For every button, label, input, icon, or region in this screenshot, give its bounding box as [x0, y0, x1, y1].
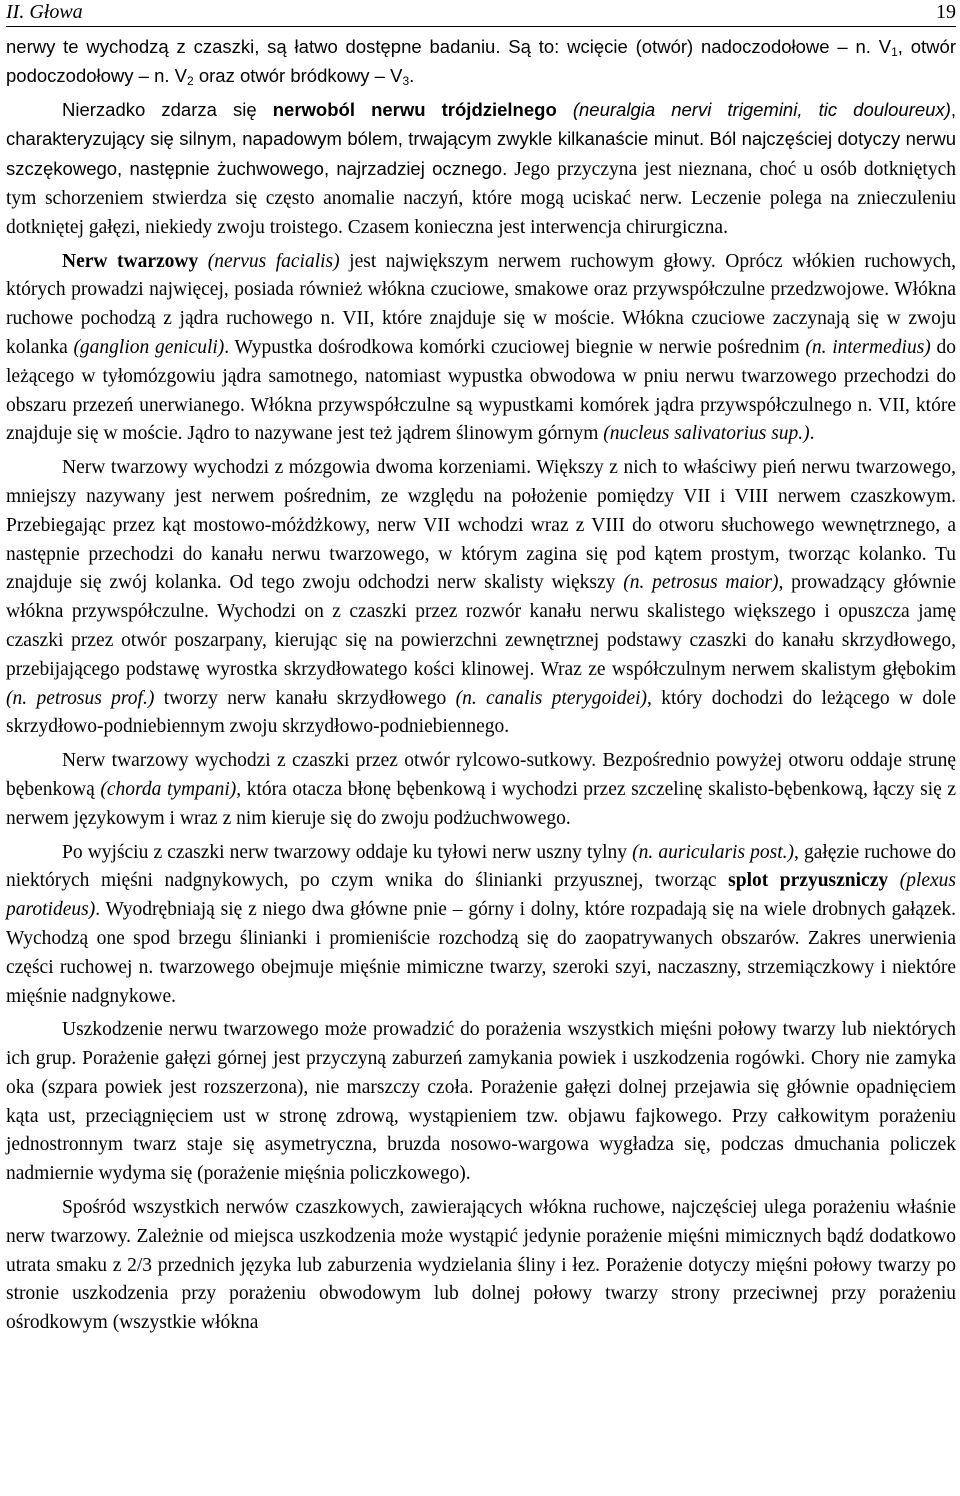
body-text [6, 33, 956, 1338]
text-run: Po wyjściu z czaszki nerw twarzowy oddaje ku tyłowi nerw uszny tylny [62, 841, 633, 863]
text-run: , otwór podoczodołowy – n. V [6, 36, 956, 86]
text-run: , gałęzie ruchowe do niektórych mięśni nadgnykowych, po czym wnika do ślinianki przyusznej, tworząc [6, 841, 957, 892]
latin-term: (n. petrosus prof.) [6, 687, 155, 709]
latin-term: (nucleus salivatorius sup.) [603, 423, 810, 445]
text-run: . Wyodrębniają się z niego dwa główne pnie – górny i dolny, które rozpadają się na wiele drobnych gałązek. Wychodzą one spod brzegu ślinianki i promieniście rozchodzą się do zaopatrywanych obszarów. Zakres unerwienia części ruchowej n. twarzowego obejmuje mięśnie mimiczne twarzy, szeroki szyi, naczaszny, strzemiączkowy i niektóre mięśnie nadgnykowe. [6, 899, 956, 1007]
text-run: Jego przyczyna jest nieznana, choć u osób dotkniętych tym schorzeniem stwierdza się często anomalie naczyń, które mogą uciskać nerw. Leczenie polega na znieczuleniu dotkniętej gałęzi, niekiedy zwoju troistego. Czasem konieczna jest interwencja chirurgiczna. [6, 159, 956, 238]
latin-term: (n. canalis pterygoidei) [455, 687, 648, 709]
text-run: Spośród wszystkich nerwów czaszkowych, zawierających włókna ruchowe, najczęściej ulega porażeniu właśnie nerw twarzowy. Zależnie od miejsca uszkodzenia może wystąpić jedynie porażenie mięśni mimicznych bądź dodatkowo utrata smaku z 2/3 przednich języka lub zaburzenia wydzielania śliny i łez. Porażenie dotyczy mięśni połowy twarzy po stronie uszkodzenia przy porażeniu obwodowym lub dolnej połowy twarzy strony przeciwnej przy porażeniu ośrodkowym (wszystkie włókna [6, 1197, 956, 1334]
running-header [6, 0, 956, 27]
text-run: , która otacza błonę bębenkową i wychodzi przez szczelinę skalisto-bębenkową, łączy się z nerwem językowym i wraz z nim kieruje się do zwoju podżuchwowego. [6, 778, 956, 829]
text-run: , charakteryzujący się silnym, napadowym bólem, trwającym zwykle kilkanaście minut. Ból najczęściej dotyczy nerwu szczękowego, następnie żuchwowego, najrzadziej ocznego. [6, 98, 957, 180]
paragraph-2 [6, 96, 956, 243]
paragraph-7 [6, 1016, 956, 1189]
text-run: jest największym nerwem ruchowym głowy. Oprócz włókien ruchowych, których prowadzi najwięcej, posiada również włókna czuciowe, smakowe oraz przywspółczulne przedzwojowe. Włókna ruchowe pochodzą z jądra ruchowego n. VII, które znajduje się w moście. Włókna czuciowe zaczynają się w zwoju kolanka [6, 250, 957, 358]
latin-term: (nervus facialis) [207, 250, 340, 272]
subscript: 2 [187, 73, 194, 88]
latin-term: (plexus parotideus) [6, 870, 957, 921]
latin-term: (n. petrosus maior) [623, 572, 779, 594]
term-bold: nerwoból nerwu trójdzielnego [272, 98, 557, 120]
text-run: tworzy nerw kanału skrzydłowego [154, 687, 456, 709]
text-run: , prowadzący głównie włókna przywspółczulne. Wychodzi on z czaszki przez rozwór kanału nerwu skalistego większego i opuszcza jamę czaszki przez otwór poszarpany, kierując się na powierzchni zewnętrznej podstawy czaszki do kanału skrzydłowego, przebijającego podstawę wyrostka skrzydłowatego kości klinowej. Wraz ze współczulnym nerwem skalistym głębokim [6, 572, 956, 680]
subscript: 1 [891, 45, 898, 59]
term-bold: Nerw twarzowy [62, 250, 199, 272]
text-run: , który dochodzi do leżącego w dole skrzydłowo-podniebiennym zwoju skrzydłowo-podniebiennego. [6, 687, 957, 738]
term-bold: splot przyuszniczy [728, 870, 889, 892]
text-run: . [409, 64, 415, 86]
text-run [888, 870, 900, 891]
text-run: Uszkodzenie nerwu twarzowego może prowadzić do porażenia wszystkich mięśni połowy twarzy lub niektórych ich grup. Porażenie gałęzi górnej jest przyczyną zaburzeń zamykania powiek i uszkodzenia rogówki. Chory nie zamyka oka (szpara powiek jest rozszerzona), nie marszczy czoła. Porażenie gałęzi dolnej przejawia się głównie opadnięciem kąta ust, przeciągnięciem ust w stronę zdrową, wystąpieniem tzw. objawu fajkowego. Przy całkowitym porażeniu jednostronnym twarz staje się asymetryczna, bruzda nosowo-wargowa wygładza się, podczas dmuchania policzek nadmiernie wydyma się (porażenie mięśnia policzkowego). [6, 1019, 956, 1185]
paragraph-1 [6, 33, 956, 91]
text-run: . Wypustka dośrodkowa komórki czuciowej biegnie w nerwie pośrednim [224, 336, 806, 358]
text-run: do leżącego w tyłomózgowiu jądra samotnego, natomiast wypustka obwodowa w pniu nerwu twarzowego przechodzi do obszaru przezeń unerwianego. Włókna przywspółczulne są wypustkami komórek jądra przywspółczulnego n. VII, które znajduje się w moście. Jądro to nazywane jest też jądrem ślinowym górnym [6, 336, 957, 445]
text-run: Nerw twarzowy wychodzi z mózgowia dwoma korzeniami. Większy z nich to właściwy pień nerwu twarzowego, mniejszy nazywany jest nerwem pośrednim, ze względu na położenie pomiędzy VII i VIII nerwem czaszkowym. Przebiegając przez kąt mostowo-móżdżkowy, nerw VII wchodzi wraz z VIII do otworu słuchowego wewnętrznego, a następnie przechodzi do kanału nerwu twarzowego, w którym zagina się pod kątem prostym, tworząc kolanko. Tu znajduje się zwój kolanka. Od tego zwoju odchodzi nerw skalisty większy [6, 457, 956, 594]
chapter-title: II. Głowa [6, 1, 83, 23]
text-run: Nerw twarzowy wychodzi z czaszki przez otwór rylcowo-sutkowy. Bezpośrednio powyżej otworu oddaje strunę bębenkową [6, 750, 956, 800]
paragraph-6 [6, 839, 956, 1012]
document-page [6, 0, 956, 1343]
text-run: . [809, 423, 815, 445]
latin-term: (n. intermedius) [805, 336, 931, 358]
paragraph-3 [6, 248, 956, 450]
latin-term: (neuralgia nervi trigemini, tic douloureux) [572, 98, 951, 120]
page-number: 19 [936, 1, 956, 23]
text-run [198, 251, 208, 272]
text-run [557, 99, 573, 120]
paragraph-5 [6, 747, 956, 833]
latin-term: (chorda tympani) [100, 778, 237, 800]
latin-term: (n. auricularis post.) [632, 841, 795, 863]
latin-term: (ganglion geniculi) [73, 336, 225, 358]
text-run: Nierzadko zdarza się [62, 98, 273, 120]
paragraph-8 [6, 1194, 956, 1338]
text-run: oraz otwór bródkowy – V [193, 64, 403, 86]
subscript: 3 [402, 73, 410, 88]
text-run: nerwy te wychodzą z czaszki, są łatwo dostępne badaniu. Są to: wcięcie (otwór) nadoczodołowe – n. V [6, 36, 892, 57]
paragraph-4 [6, 454, 956, 742]
